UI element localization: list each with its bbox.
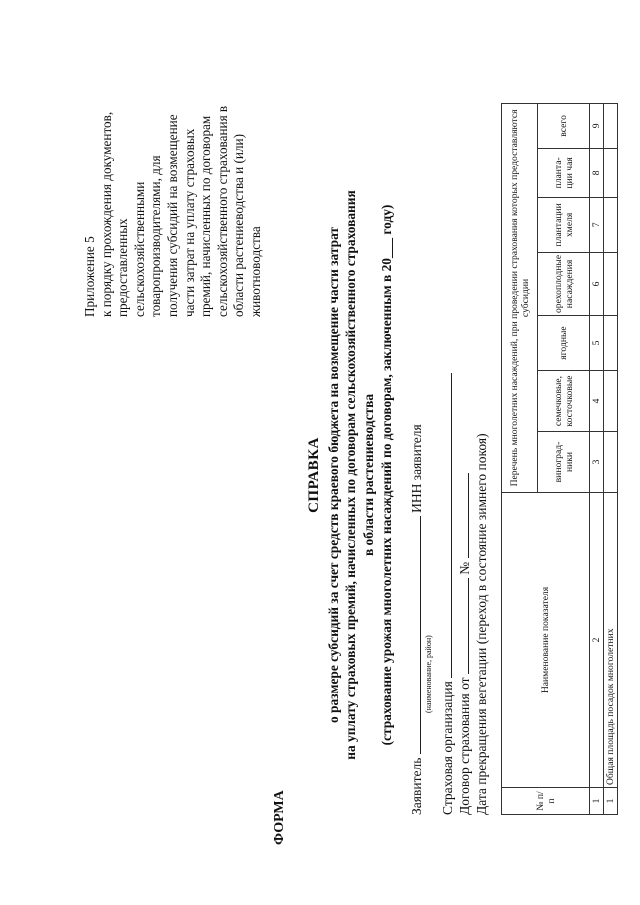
header-crop: всего [538, 103, 590, 148]
header-crop: планта- ции чая [538, 148, 590, 197]
title-line-2: на уплату страховых премий, начисленных по договорам сельскохозяйственного страхования [343, 190, 358, 760]
appendix-line: премий, начисленных по договорам [198, 115, 214, 317]
vegetation-label: Дата прекращения вегетации (переход в состояние зимнего покоя) [474, 433, 489, 815]
vegetation-row [474, 433, 490, 815]
table-cell[interactable] [604, 148, 618, 197]
column-number-row [590, 103, 604, 814]
form-label: ФОРМА [272, 790, 287, 845]
document-heading: СПРАВКА [306, 437, 322, 513]
insurer-row [439, 373, 456, 815]
contract-number-label: № [457, 561, 472, 575]
appendix-line: части затрат на уплату страховых [181, 128, 197, 317]
appendix-line: предоставленных [115, 218, 131, 317]
table-header-row [502, 103, 538, 814]
appendix-line: области растениеводства и (или) [231, 134, 247, 317]
contract-date-field[interactable] [456, 578, 469, 674]
table-cell[interactable] [604, 252, 618, 315]
appendix-line: получения субсидий на возмещение [164, 114, 180, 317]
table-row [604, 103, 618, 814]
header-crop: виноград- ники [538, 432, 590, 493]
header-crop: плантации хмеля [538, 197, 590, 252]
contract-row [456, 473, 473, 815]
applicant-field[interactable] [408, 516, 421, 754]
applicant-hint: (наименование, район) [424, 635, 433, 713]
column-number: 3 [590, 432, 604, 493]
insurer-label: Страховая организация [440, 681, 455, 815]
table-cell[interactable] [604, 316, 618, 371]
subsidy-table [501, 103, 618, 815]
header-crop: семечковые, косточковые [538, 371, 590, 432]
column-number: 6 [590, 252, 604, 315]
inn-label: ИНН заявителя [409, 424, 424, 513]
row-number: 1 [604, 788, 618, 815]
column-number: 1 [590, 788, 604, 815]
contract-number-field[interactable] [456, 473, 469, 558]
contract-label: Договор страхования от [457, 677, 472, 815]
table-cell[interactable] [604, 432, 618, 493]
column-number: 8 [590, 148, 604, 197]
appendix-line: Приложение 5 [82, 236, 97, 317]
row-name: Общая площадь посадок многолетних [604, 493, 618, 788]
header-no: № п/п [502, 788, 590, 815]
column-number: 9 [590, 103, 604, 148]
appendix-line: сельскохозяйственного страхования в [214, 105, 230, 317]
appendix-block [82, 0, 265, 317]
table-cell[interactable] [604, 371, 618, 432]
header-name: Наименование показателя [502, 493, 590, 788]
header-crop: орехоплодные насаждения [538, 252, 590, 315]
column-number: 4 [590, 371, 604, 432]
appendix-line: животноводства [247, 226, 263, 317]
header-group: Перечень многолетних насаждений, при проведении страхования которых предоставляются субсидии [502, 103, 538, 492]
header-crop: ягодные [538, 316, 590, 371]
column-number: 7 [590, 197, 604, 252]
insurer-field[interactable] [439, 373, 452, 678]
applicant-label: Заявитель [409, 757, 424, 815]
title-line-3: в области растениеводства [361, 393, 376, 557]
applicant-row [408, 424, 425, 815]
column-number: 5 [590, 316, 604, 371]
title-line-4: (страхование урожая многолетних насаждений по договорам, заключенным в 20___ году) [379, 204, 394, 746]
table-cell[interactable] [604, 103, 618, 148]
appendix-line: сельскохозяйственными [131, 181, 147, 317]
table-cell[interactable] [604, 197, 618, 252]
appendix-line: к порядку прохождения документов, [98, 111, 114, 317]
column-number: 2 [590, 493, 604, 788]
appendix-line: товаропроизводителями, для [148, 155, 164, 317]
title-line-1: о размере субсидий за счет средств краевого бюджета на возмещение части затрат [326, 226, 341, 724]
